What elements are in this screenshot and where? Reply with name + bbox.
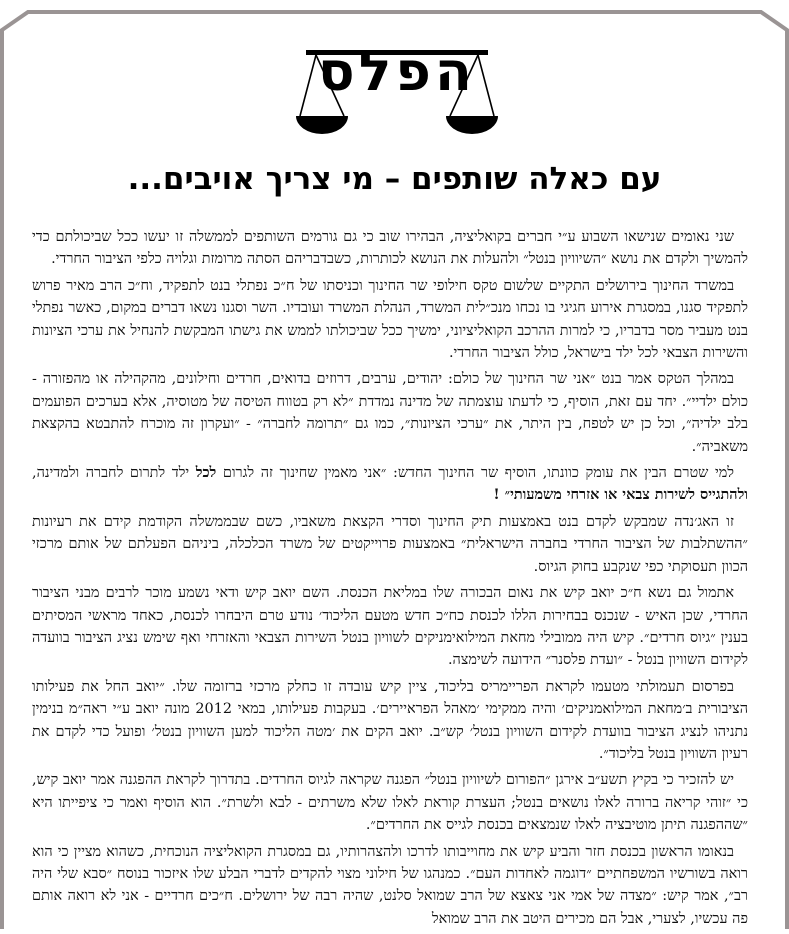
bold-span: ולהתגייס לשירות צבאי או אזרחי משמעותי״ ! [493, 486, 748, 504]
paragraph: בנאומו הראשון בכנסת חזר והביע קיש את מחוייבותו לדרכו ולהצהרותיו, גם במסגרת הקואליציה הנוכחית, כשהוא מציין כי הוא רואה בשורשיו המשפחתיים ״דוגמה לאחדות העם״. כמנהגו של חילוני מצוי להקדים לדברי הבלע שלו איזכור בנוסח ״סבא שלי היה רב״, אמר קיש: ״מצדה של אמי אני צאצא של הרב שמואל סלנט, שהיה רבה של ירושלים. ח״כים חרדיים - אני לא רואה אותם פה עכשיו, לצערי, אבל הם מכירים היטב את הרב שמואל [32, 843, 748, 927]
paragraph [32, 462, 748, 507]
paragraph: שני נאומים שנישאו השבוע ע״י חברים בקואליציה, הבהירו שוב כי גם גורמים השותפים לממשלה זו יעשו ככל שביכולתם כדי להמשיך ולקדם את נושא ״השיוויון בנטל״ ולהעלות את הנושא לכותרות, כשבדבריהם הסתה מרומזת וגלויה כלפי הציבור החרדי. [32, 229, 748, 268]
paragraph: במהלך הטקס אמר בנט ״אני שר החינוך של כולם: יהודים, ערבים, דרוזים בדואים, חרדים וחילונים, מהקהילה או מהפזורה - כולם ילדיי״. יחד עם זאת, הוסיף, כי לדעתו עוצמתה של מדינה נמדדת ״לא רק בטווח הטיסה של מטוסיה, אלא בערכים הפועמים בלב ילדיה״, וכל כן יש לטפח, בין היתר, את ״ערכי הציונות״, כמו גם ״תרומה לחברה״ - ״ועקרון זה מוכרח להתבטא בהקצאת משאביה״. [32, 371, 748, 455]
paragraph: יש להזכיר כי בקיץ תשע״ב אירגן ״הפורום לשיוויון בנטל״ הפגנה שקראה לגיוס החרדים. בתדרוך לקראת ההפגנה אמר יואב קיש, כי ״זוהי קריאה ברורה לאלו נושאים בנטל; העצרת קוראת לאלו שלא משרתים - לבא ולשרת״. הוא הוסיף ואמר כי ציפייתו היא ״שההפגנה תיתן מוטיבציה לאלו שנמצאים בכנסת לגייס את החרדים״. [32, 772, 748, 834]
masthead-logo [292, 40, 502, 150]
text-span: למי שטרם הבין את עומק כוונתו, הוסיף שר החינוך החדש: ״אני מאמין שחינוך זה לגרום [216, 465, 734, 482]
paragraph: אתמול גם נשא ח״כ יואב קיש את נאום הבכורה שלו במליאת הכנסת. השם יואב קיש ודאי נשמע מוכר לרבים מבני הציבור החרדי, שכן האיש - שנכנס בבחירות הללו לכנסת כח״כ חדש מטעם הליכוד׳ נודע טרם היבחרו לכנסת, כאחד מראשי המסיתים בענין ״גיוס חרדים״. קיש היה ממובילי מחאת המילואימניקים לשוויון בנטל השירות הצבאי והאזרחי ואף שימש נציג הציבור בוועדה לקידום השוויון בנטל - ״ועדת פלסנר״ הידועה לשימצה. [32, 585, 748, 669]
paragraph: זו האג׳נדה שמבקש לקדם בנט באמצעות תיק החינוך וסדרי הקצאת משאביו, כשם שבממשלה הקודמת קידם את רעיונות ״ההשתלבות של הציבור החרדי בחברה הישראלית״ באמצעות פרוייקטים של משרד הכלכלה, ביניהם הפעלתם של אותם מרכזי הכוון תעסוקתי כפי שנקבע בחוק הגיוס. [32, 513, 748, 575]
article-body [32, 226, 748, 934]
bold-span: לכל [195, 464, 217, 482]
headline: עם כאלה שותפים – מי צריך אויבים... [127, 161, 662, 197]
paragraph: במשרד החינוך בירושלים התקיים שלשום טקס חילופי שר החינוך וכניסתו של ח״כ נפתלי בנט לתפקיד, וח״כ הרב מאיר פרוש לתפקיד סגנו, במסגרת אירוע חגיגי בו נכחו מנכ״לית המשרד, הנהלת המשרד ועובדיו. השר וסגנו נשאו דברים במקום, כאשר נפתלי בנט מעביר מסר בדבריו, כי למרות ההרכב הקואליציוני, ימשיך ככל שביכולתו לממש את גישתו המבקשת להנחיל את ערכי הציונות והשירות הצבאי לכל ילד בישראל, כולל הציבור החרדי. [32, 277, 748, 362]
logo-title: הפלס [318, 40, 476, 103]
text-span: ילד לתרום לחברה ולמדינה, [32, 465, 196, 482]
paragraph: בפרסום תעמולתי מטעמו לקראת הפריימריס בליכוד, ציין קיש עובדה זו כחלק מרכזי ברזומה שלו. ״יואב החל את פעילותו הציבורית ב׳מחאת המילואמניקים׳ והיה ממקימי ׳מאהל הפראיירים׳. בעקבות פעילותו, במאי 2012 מונה יואב ע״י ראה״מ בנימין נתניהו לנציג הציבור בוועדת לקידום השוויון בנטל׳ קש״ב. יואב הקים את ׳מטה הליכוד למען השוויון בנטל׳ ופועל כדי לקדם את רעיון השוויון בנטל בליכוד״. [32, 678, 748, 762]
